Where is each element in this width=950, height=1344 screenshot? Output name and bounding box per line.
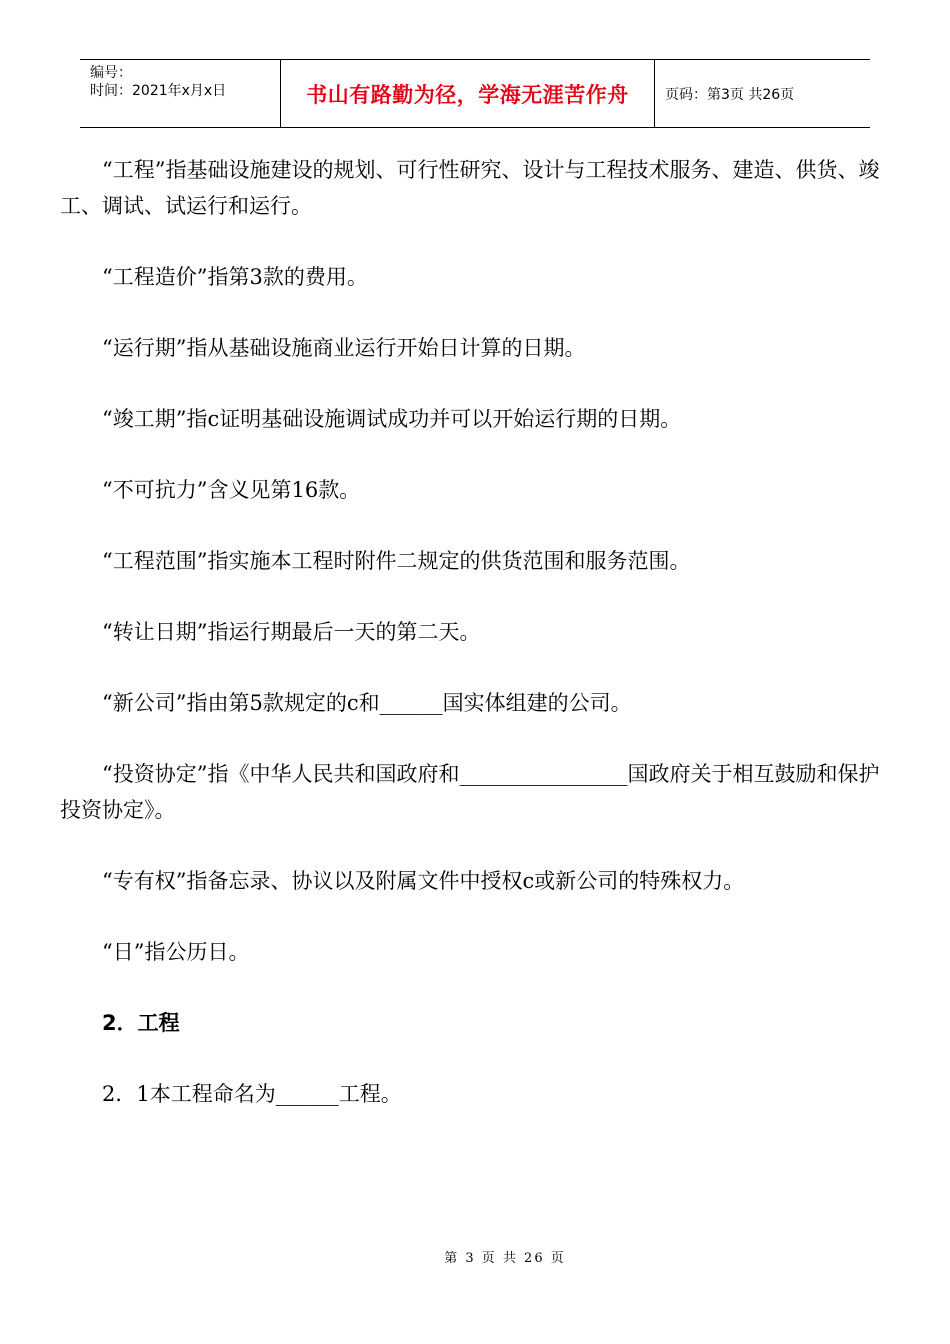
- definition-day: “日”指公历日。: [102, 940, 250, 964]
- definition-operation-period: “运行期”指从基础设施商业运行开始日计算的日期。: [102, 336, 586, 360]
- definition-new-company: “新公司”指由第5款规定的c和______国实体组建的公司。: [102, 691, 632, 715]
- document-body: [60, 152, 900, 1147]
- definition-force-majeure: “不可抗力”含义见第16款。: [102, 478, 361, 502]
- header-motto: 书山有路勤为径，学海无涯苦作舟: [281, 60, 655, 127]
- header-meta: [80, 60, 281, 127]
- definition-cost: “工程造价”指第3款的费用。: [102, 265, 368, 289]
- definition-scope: “工程范围”指实施本工程时附件二规定的供货范围和服务范围。: [102, 549, 691, 573]
- number-label: 编号：: [90, 65, 132, 81]
- definition-engineering: “工程”指基础设施建设的规划、可行性研究、设计与工程技术服务、建造、供货、竣工、调试、试运行和运行。: [60, 158, 880, 218]
- time-label: 时间：2021年x月x日: [90, 83, 227, 99]
- header-page-info: 页码：第3页 共26页: [665, 86, 795, 103]
- definition-exclusive-right: “专有权”指备忘录、协议以及附属文件中授权c或新公司的特殊权力。: [102, 869, 745, 893]
- definition-investment-agreement: “投资协定”指《中华人民共和国政府和________________国政府关于相互鼓励和保护投资协定》。: [60, 762, 880, 822]
- definition-completion-date: “竣工期”指c证明基础设施调试成功并可以开始运行期的日期。: [102, 407, 682, 431]
- page-header: [80, 59, 870, 128]
- definition-transfer-date: “转让日期”指运行期最后一天的第二天。: [102, 620, 481, 644]
- page-footer: 第 3 页 共 26 页: [444, 1251, 566, 1266]
- section-heading-engineering: 2．工程: [102, 1011, 180, 1035]
- clause-2-1: 2．1本工程命名为______工程。: [102, 1082, 402, 1106]
